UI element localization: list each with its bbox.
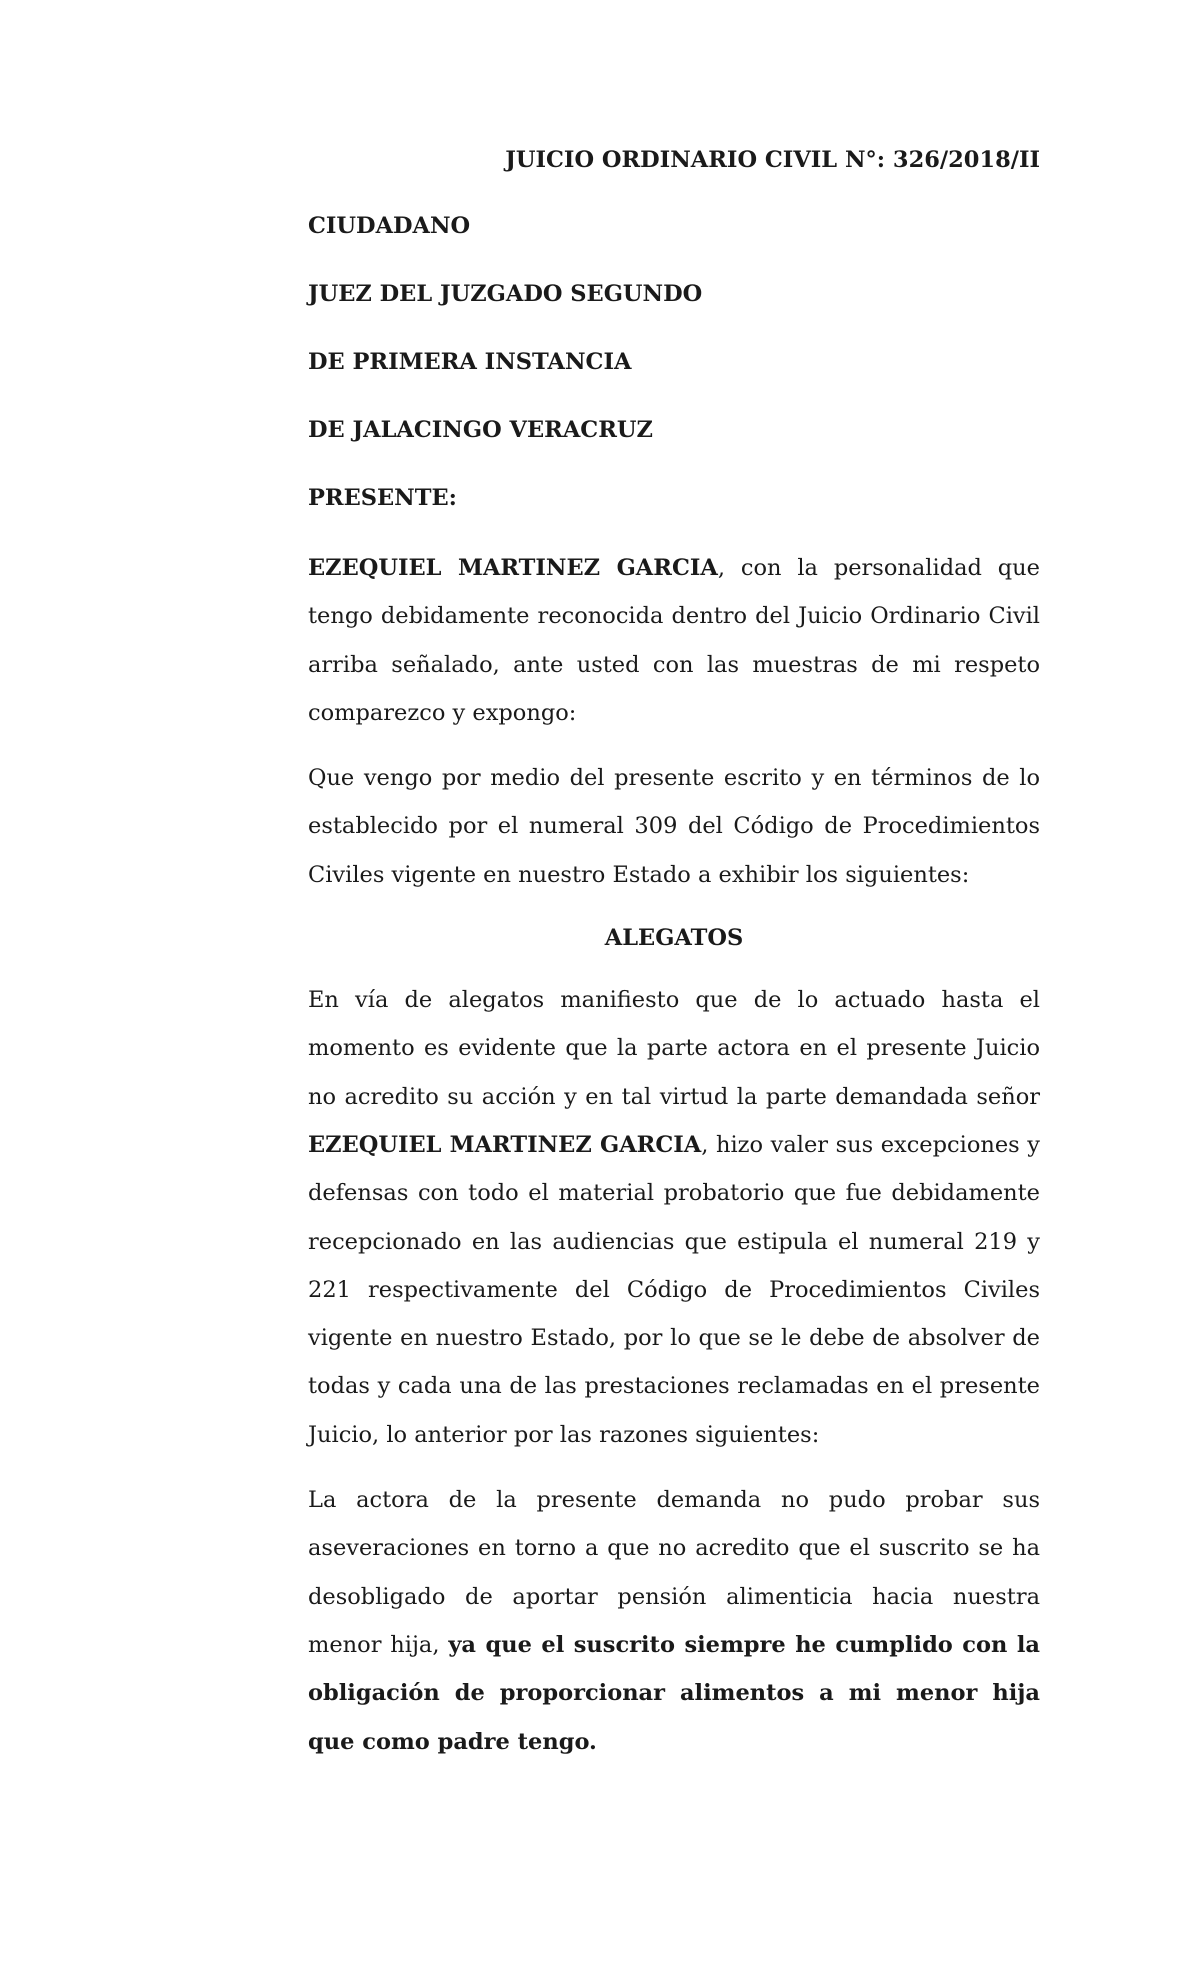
argument-name: EZEQUIEL MARTINEZ GARCIA — [308, 1131, 702, 1158]
addressee-line-judge: JUEZ DEL JUZGADO SEGUNDO — [308, 281, 703, 307]
reason-bold-text: ya que el suscrito siempre he cumplido con la obligación de proporcionar alimentos a mi menor hija que como padre tengo. — [308, 1631, 1040, 1755]
addressee-line-instance: DE PRIMERA INSTANCIA — [308, 349, 632, 375]
statement-paragraph: Que vengo por medio del presente escrito y en términos de lo establecido por el numeral 309 del Código de Procedimientos Civiles vigente en nuestro Estado a exhibir los siguientes: — [308, 765, 1040, 888]
section-heading: ALEGATOS — [604, 925, 744, 952]
intro-name: EZEQUIEL MARTINEZ GARCIA — [308, 555, 718, 581]
document-page — [308, 138, 1040, 1783]
addressee-line-present: PRESENTE: — [308, 485, 457, 511]
reason-text: La actora de la presente demanda no pudo probar sus aseveraciones en torno a que no acredito que el suscrito se ha desobligado de aportar pensión alimenticia hacia nuestra menor hija, — [308, 1487, 1040, 1658]
addressee-line-citizen: CIUDADANO — [308, 213, 471, 239]
argument-text-start: En vía de alegatos manifiesto que de lo actuado hasta el momento es evidente que la parte actora en el presente Juicio no acredito su acción y en tal virtud la parte demandada señor — [308, 987, 1040, 1110]
addressee-line-location: DE JALACINGO VERACRUZ — [308, 417, 653, 443]
case-number: JUICIO ORDINARIO CIVIL N°: 326/2018/II — [505, 147, 1040, 173]
reason-paragraph — [308, 1476, 1040, 1766]
argument-text-end: , hizo valer sus excepciones y defensas con todo el material probatorio que fue debidamente recepcionado en las audiencias que estipula el numeral 219 y 221 respectivamente del Código de Procedimientos Civiles vigente en nuestro Estado, por lo que se le debe de absolver de todas y cada una de las prestaciones reclamadas en el presente Juicio, lo anterior por las razones siguientes: — [308, 1131, 1040, 1448]
intro-paragraph — [308, 544, 1040, 737]
addressee-block — [308, 204, 1040, 520]
argument-paragraph — [308, 976, 1040, 1459]
intro-text: , con la personalidad que tengo debidamente reconocida dentro del Juicio Ordinario Civil arriba señalado, ante usted con las muestras de mi respeto comparezco y expongo: — [308, 555, 1040, 726]
